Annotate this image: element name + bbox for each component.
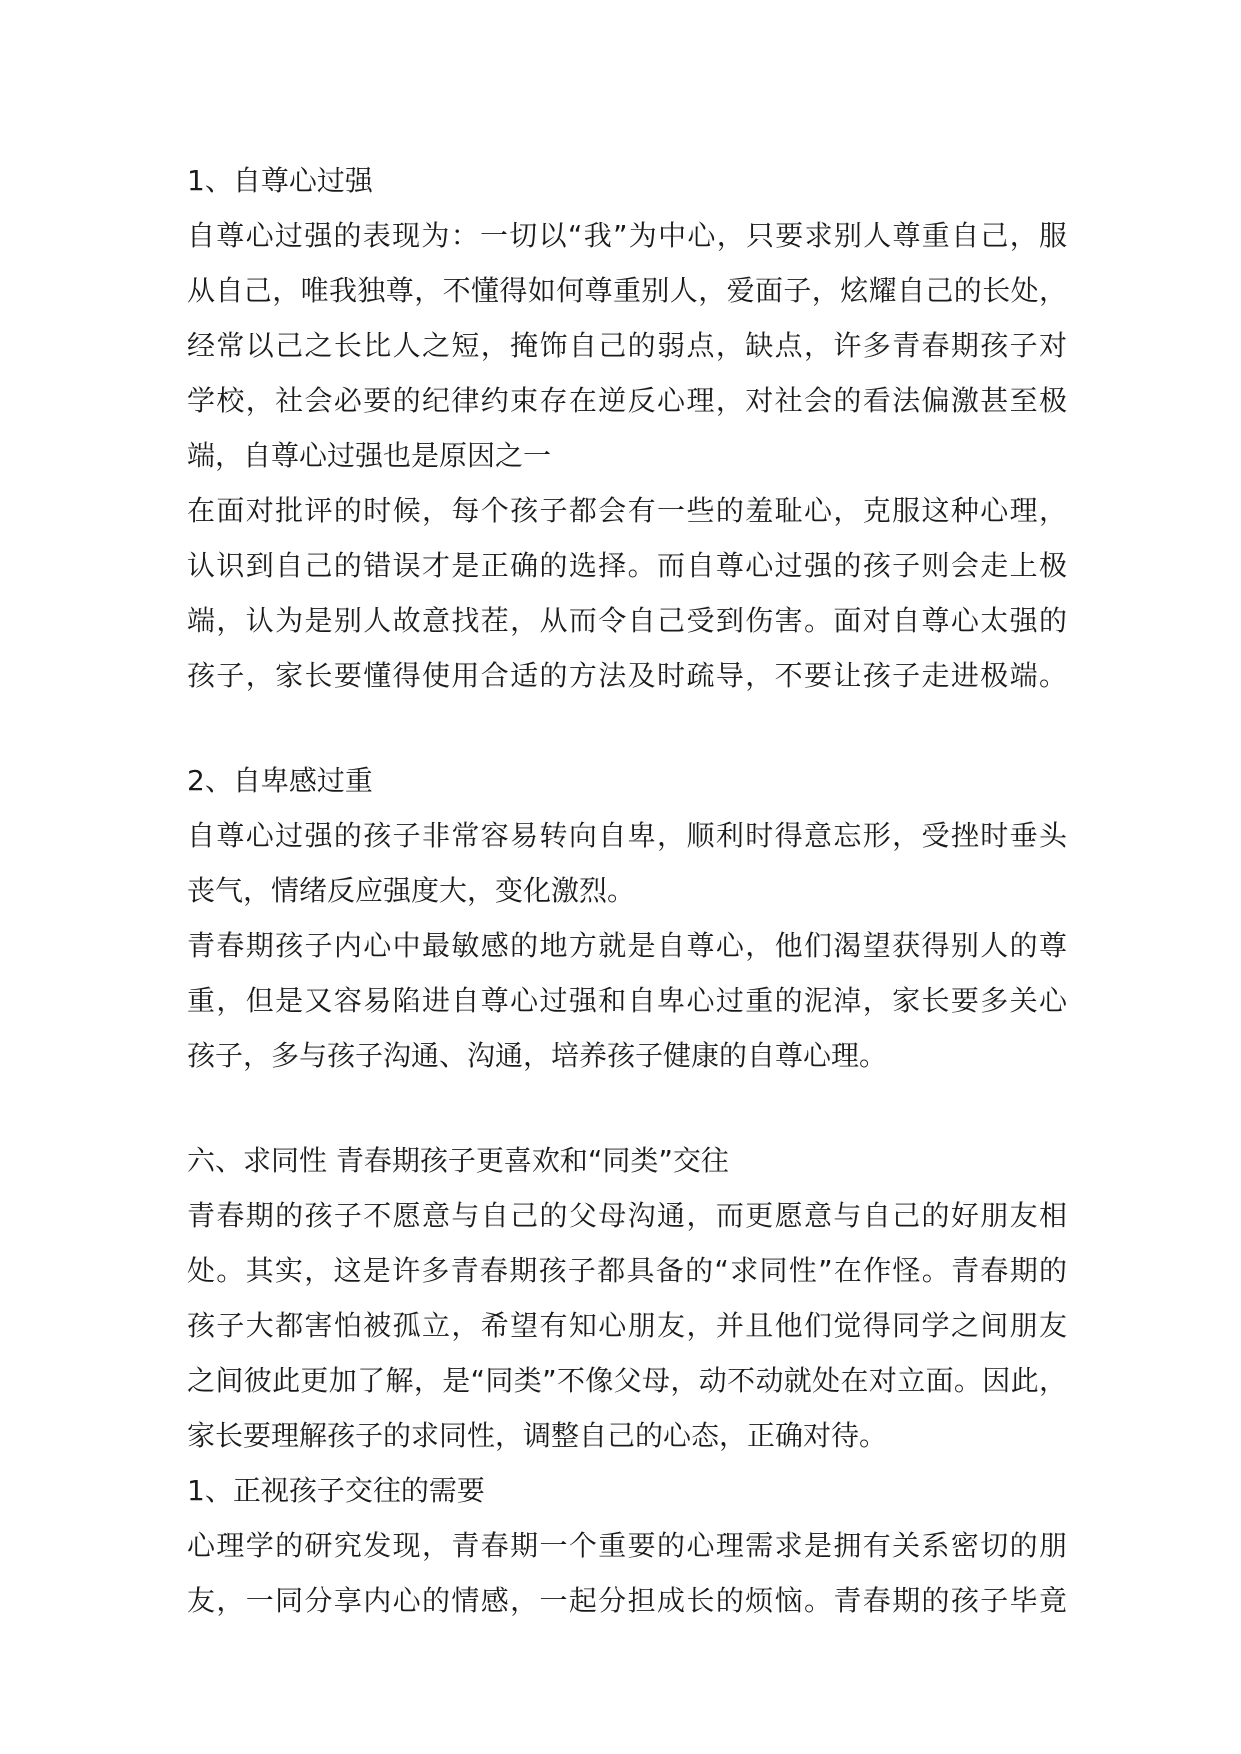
paragraph-line: 在面对批评的时候，每个孩子都会有一些的羞耻心，克服这种心理， bbox=[187, 494, 1067, 527]
paragraph-line: 孩子，多与孩子沟通、沟通，培养孩子健康的自尊心理。 bbox=[187, 1039, 888, 1072]
paragraph-line: 端，自尊心过强也是原因之一 bbox=[187, 439, 552, 472]
paragraph-line: 自尊心过强的表现为：一切以“我”为中心，只要求别人尊重自己，服 bbox=[187, 219, 1067, 252]
paragraph-line: 从自己，唯我独尊，不懂得如何尊重别人，爱面子，炫耀自己的长处， bbox=[187, 274, 1067, 307]
paragraph-line: 丧气，情绪反应强度大，变化激烈。 bbox=[187, 874, 636, 907]
paragraph-line: 青春期的孩子不愿意与自己的父母沟通，而更愿意与自己的好朋友相 bbox=[187, 1199, 1067, 1232]
paragraph-line: 心理学的研究发现，青春期一个重要的心理需求是拥有关系密切的朋 bbox=[187, 1529, 1067, 1562]
paragraph-line: 孩子，家长要懂得使用合适的方法及时疏导，不要让孩子走进极端。 bbox=[187, 659, 1067, 692]
paragraph-line: 经常以己之长比人之短，掩饰自己的弱点，缺点，许多青春期孩子对 bbox=[187, 329, 1067, 362]
paragraph-gap bbox=[187, 703, 1067, 753]
paragraph-line: 青春期孩子内心中最敏感的地方就是自尊心，他们渴望获得别人的尊 bbox=[187, 929, 1067, 962]
section-heading-self-esteem: 1、自尊心过强 bbox=[187, 164, 373, 197]
subsection-heading-peer-needs: 1、正视孩子交往的需要 bbox=[187, 1474, 485, 1507]
paragraph-line: 家长要理解孩子的求同性，调整自己的心态，正确对待。 bbox=[187, 1419, 888, 1452]
paragraph-line: 友，一同分享内心的情感，一起分担成长的烦恼。青春期的孩子毕竟 bbox=[187, 1584, 1067, 1617]
paragraph-line: 处。其实，这是许多青春期孩子都具备的“求同性”在作怪。青春期的 bbox=[187, 1254, 1067, 1287]
paragraph-line: 孩子大都害怕被孤立，希望有知心朋友，并且他们觉得同学之间朋友 bbox=[187, 1309, 1067, 1342]
section-heading-peer-seeking: 六、求同性 青春期孩子更喜欢和“同类”交往 bbox=[187, 1144, 729, 1177]
paragraph-line: 认识到自己的错误才是正确的选择。而自尊心过强的孩子则会走上极 bbox=[187, 549, 1067, 582]
paragraph-line: 重，但是又容易陷进自尊心过强和自卑心过重的泥淖，家长要多关心 bbox=[187, 984, 1067, 1017]
paragraph-line: 自尊心过强的孩子非常容易转向自卑，顺利时得意忘形，受挫时垂头 bbox=[187, 819, 1067, 852]
section-heading-inferiority: 2、自卑感过重 bbox=[187, 764, 373, 797]
paragraph-line: 学校，社会必要的纪律约束存在逆反心理，对社会的看法偏激甚至极 bbox=[187, 384, 1067, 417]
paragraph-line: 之间彼此更加了解，是“同类”不像父母，动不动就处在对立面。因此， bbox=[187, 1364, 1067, 1397]
document-body bbox=[187, 153, 1067, 1628]
paragraph-line: 端，认为是别人故意找茬，从而令自己受到伤害。面对自尊心太强的 bbox=[187, 604, 1067, 637]
paragraph-gap bbox=[187, 1083, 1067, 1133]
